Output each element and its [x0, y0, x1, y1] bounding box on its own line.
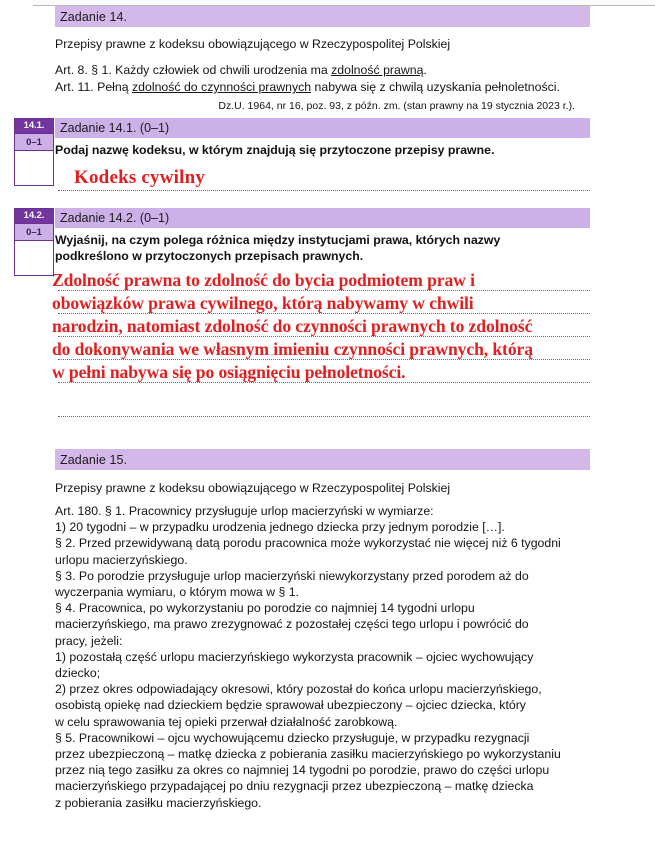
score-box-14-1-range: 0–1 [15, 133, 53, 151]
subtask-14-2-prompt-line-1: Wyjaśnij, na czym polega różnica między instytucjami prawa, których nazwy [55, 233, 501, 247]
score-box-14-2[interactable] [14, 208, 54, 276]
task-15-header-bar [55, 449, 590, 470]
handwritten-answer-14-2-line-3: narodzin, natomiast zdolność do czynności prawnych to zdolność [52, 316, 533, 336]
task-15-body-line: 1) pozostałą część urlopu macierzyńskiego wykorzysta pracownik – ojciec wychowujący [55, 649, 534, 664]
art8-suffix: . [423, 63, 427, 77]
task-15-body-line: macierzyńskiego, ma prawo zrezygnować z pozostałej części tego urlopu i powrócić do [55, 617, 529, 632]
answer-line-14-1[interactable] [58, 190, 590, 191]
task-15-body [55, 503, 655, 811]
task-15-body-line: 2) przez okres odpowiadający okresowi, który pozostał do końca urlopu macierzyńskiego, [55, 682, 542, 697]
answer-line-14-2-6[interactable] [58, 416, 590, 417]
subtask-14-2-title: Zadanie 14.2. (0–1) [60, 211, 170, 225]
task-15-body-line: przez nią tego zasiłku za okres co najmniej 14 tygodni po porodzie, prawo do części urlopu [55, 763, 550, 778]
task-14-title: Zadanie 14. [60, 9, 128, 24]
task-15-body-line: § 3. Po porodzie przysługuje urlop macierzyński niewykorzystany przed porodem aż do [55, 568, 529, 583]
subtask-14-2-header-bar [55, 208, 590, 228]
task-14-citation: Dz.U. 1964, nr 16, poz. 93, z późn. zm. (stan prawny na 19 stycznia 2023 r.). [218, 100, 575, 112]
task-15-body-line: § 4. Pracownica, po wykorzystaniu po porodzie co najmniej 14 tygodni urlopu [55, 601, 475, 616]
subtask-14-1-prompt: Podaj nazwę kodeksu, w którym znajdują się przytoczone przepisy prawne. [55, 143, 495, 157]
art11-suffix: nabywa się z chwilą uzyskania pełnoletności. [311, 80, 560, 94]
task-14-source-intro: Przepisy prawne z kodeksu obowiązującego w Rzeczypospolitej Polskiej [55, 37, 451, 51]
task-15-body-line: przez ubezpieczoną – matkę dziecka z pobierania zasiłku macierzyńskiego po wykorzystaniu [55, 747, 561, 762]
task-14-art8 [55, 62, 605, 79]
score-box-14-1-id: 14.1. [15, 119, 53, 133]
score-box-14-2-range: 0–1 [15, 223, 53, 241]
task-15-body-line: 1) 20 tygodni – w przypadku urodzenia jednego dziecka przy jednym porodzie […]. [55, 520, 505, 535]
score-box-14-2-entry[interactable] [15, 241, 53, 275]
handwritten-answer-14-2-line-1: Zdolność prawna to zdolność do bycia podmiotem praw i [52, 270, 475, 290]
score-box-14-2-id: 14.2. [15, 209, 53, 223]
subtask-14-1-header-bar [55, 118, 590, 138]
art11-underlined-term: zdolność do czynności prawnych [132, 80, 312, 94]
art8-prefix: Art. 8. § 1. Każdy człowiek od chwili urodzenia ma [55, 63, 332, 77]
art11-prefix: Art. 11. Pełną [55, 80, 133, 94]
task-15-body-line: § 5. Pracownikowi – ojcu wychowującemu dziecko przysługuje, w przypadku rezygnacji [55, 730, 530, 745]
task-15-body-line: z pobierania zasiłku macierzyńskiego. [55, 795, 262, 810]
task-15-body-line: macierzyńskiego przypadającej po dniu rezygnacji przez ubezpieczoną – matkę dziecka [55, 779, 534, 794]
task-15-body-line: wyczerpania wymiaru, o którym mowa w § 1. [55, 585, 299, 600]
task-15-body-line: Art. 180. § 1. Pracownicy przysługuje urlop macierzyński w wymiarze: [55, 504, 434, 518]
task-14-header-bar [55, 6, 590, 27]
handwritten-answer-14-2-line-5: w pełni nabywa się po osiągnięciu pełnoletności. [52, 362, 406, 382]
task-15-title: Zadanie 15. [60, 452, 128, 467]
score-box-14-1[interactable] [14, 118, 54, 186]
task-15-body-line: dziecko; [55, 666, 101, 681]
task-15-body-line: w celu sprawowania tej opieki przerwał działalność zarobkową. [55, 714, 398, 729]
art8-underlined-term: zdolność prawną [331, 63, 424, 77]
handwritten-answer-14-2-line-4: do dokonywania we własnym imieniu czynności prawnych, którą [52, 339, 533, 359]
task-15-body-line: § 2. Przed przewidywaną datą porodu pracownica może wykorzystać nie więcej niż 6 tygodni [55, 536, 561, 551]
subtask-14-1-title: Zadanie 14.1. (0–1) [60, 121, 170, 135]
task-14-art11 [55, 79, 650, 96]
task-15-body-line: urlopu macierzyńskiego. [55, 552, 188, 567]
task-15-body-line: pracy, jeżeli: [55, 633, 123, 648]
handwritten-answer-14-2-line-2: obowiązków prawa cywilnego, którą nabywamy w chwili [52, 293, 474, 313]
task-15-body-line: osobistą opiekę nad dzieckiem będzie sprawował ubezpieczony – ojciec dziecka, który [55, 698, 526, 713]
score-box-14-1-entry[interactable] [15, 151, 53, 185]
subtask-14-2-prompt-line-2: podkreślono w przytoczonych przepisach prawnych. [55, 249, 364, 263]
task-15-source-intro: Przepisy prawne z kodeksu obowiązującego w Rzeczypospolitej Polskiej [55, 481, 451, 495]
handwritten-answer-14-1: Kodeks cywilny [74, 167, 206, 188]
